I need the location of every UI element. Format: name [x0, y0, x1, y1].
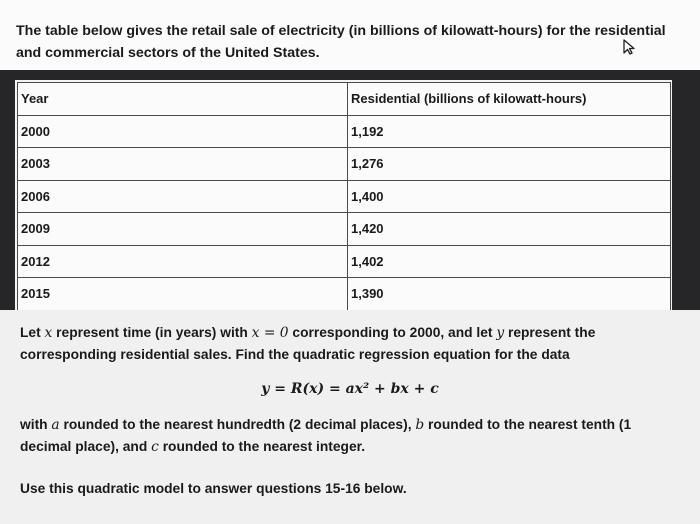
text-fragment: rounded to the nearest hundredth (2 decimal places), — [59, 417, 416, 432]
column-header-residential: Residential (billions of kilowatt-hours) — [348, 83, 671, 116]
text-fragment: represent the corresponding residential sales. Find the quadratic regression equation for the data — [20, 325, 596, 362]
table-row — [18, 245, 671, 278]
data-table — [17, 82, 671, 311]
residential-cell: 1,192 — [348, 115, 671, 148]
math-x-equals-zero: x = 0 — [251, 325, 289, 341]
text-fragment: rounded to the nearest integer. — [158, 439, 366, 454]
instruction-text: Use this quadratic model to answer questions 15-16 below. — [20, 481, 407, 496]
text-fragment: rounded to the nearest tenth (1 decimal place), and — [20, 417, 632, 454]
mouse-pointer-icon — [620, 38, 640, 56]
math-var-a: a — [51, 417, 60, 433]
text-fragment: with — [20, 417, 52, 432]
text-fragment: represent time (in years) with — [52, 325, 252, 340]
column-header-year: Year — [18, 83, 348, 116]
text-fragment: Let — [20, 325, 45, 340]
text-fragment: corresponding to 2000, and let — [288, 325, 497, 340]
residential-cell: 1,400 — [348, 180, 671, 213]
math-var-y: y — [496, 325, 505, 341]
table-row — [18, 148, 671, 181]
table-header-row — [18, 83, 671, 116]
residential-cell: 1,276 — [348, 148, 671, 181]
intro-text: The table below gives the retail sale of electricity (in billions of kilowatt-hours) for the residential and commercial sectors of the United States. — [16, 23, 666, 61]
rounding-instructions — [20, 414, 680, 458]
residential-cell: 1,402 — [348, 245, 671, 278]
table-row — [18, 213, 671, 246]
table-row — [18, 115, 671, 148]
residential-cell: 1,420 — [348, 213, 671, 246]
math-var-c: c — [151, 439, 159, 455]
residential-cell: 1,390 — [348, 278, 671, 311]
year-cell: 2003 — [18, 148, 348, 181]
math-var-x: x — [44, 325, 53, 341]
table-row — [18, 180, 671, 213]
regression-equation: y = R(x) = ax² + bx + c — [261, 381, 439, 397]
variable-definition-text — [20, 322, 670, 365]
year-cell: 2000 — [18, 115, 348, 148]
table-row — [18, 278, 671, 311]
math-var-b: b — [415, 417, 425, 433]
year-cell: 2012 — [18, 245, 348, 278]
year-cell: 2015 — [18, 278, 348, 311]
question-body — [0, 310, 700, 524]
year-cell: 2009 — [18, 213, 348, 246]
question-header — [0, 0, 700, 70]
year-cell: 2006 — [18, 180, 348, 213]
